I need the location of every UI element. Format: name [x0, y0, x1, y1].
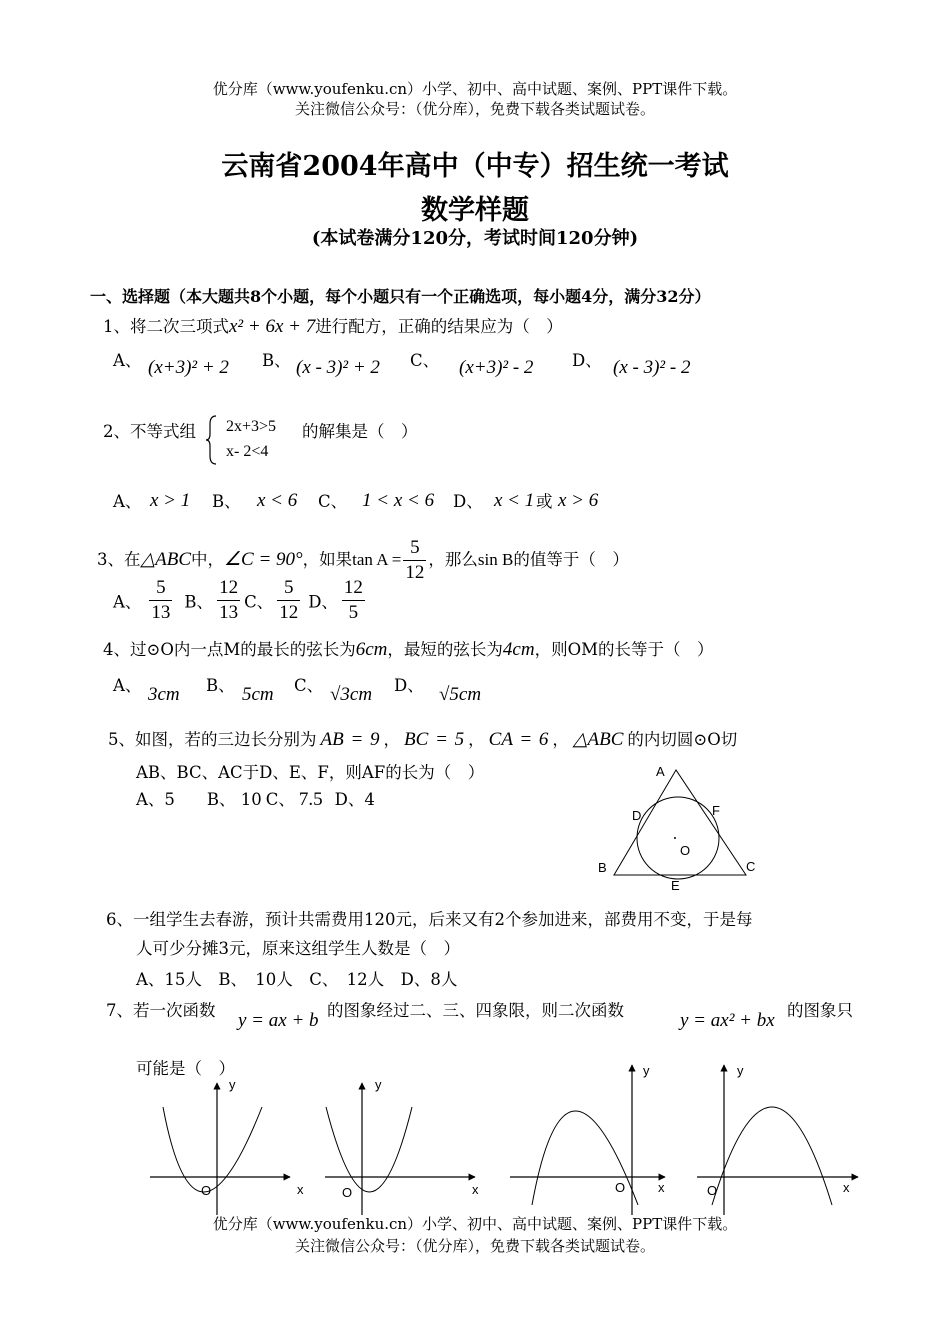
q6-line-2: 人可少分摊3元，原来这组学生人数是（ ）: [136, 939, 460, 958]
graph-a: [150, 1077, 304, 1215]
q3-label-b: B、: [184, 592, 214, 612]
graph-c: [510, 1063, 665, 1215]
q5-options: [136, 786, 375, 811]
graph-d-origin: O: [707, 1183, 718, 1198]
q4-label-a: A、: [113, 676, 142, 695]
q4-text-2: ，最短的弦长为: [387, 640, 503, 659]
q7-text-3: 的图象只: [787, 1001, 853, 1020]
q5-figure: [594, 762, 764, 892]
q3-text-1: 3、在: [97, 550, 141, 569]
q1-label-b: B、: [262, 351, 291, 370]
incircle: [637, 797, 719, 879]
q2-label-b: B、: [212, 492, 241, 511]
q6-line-1: 6、一组学生去春游，预计共需费用120元，后来又有2个参加进来，部费用不变，于是每: [106, 910, 753, 929]
q2-label-a: A、: [113, 492, 142, 511]
q1-option-a: (x+3)² + 2: [148, 357, 229, 378]
fig-label-b: B: [598, 860, 607, 875]
q7-graphs: [0, 1055, 950, 1215]
q1-label-a: A、: [113, 351, 142, 370]
q4-label-d: D、: [394, 676, 424, 695]
q3-text-2: 中，: [191, 550, 224, 569]
q2-option-d-or: 或: [536, 492, 553, 511]
fig-label-d: D: [632, 808, 642, 823]
q5-option-c: 7.5: [298, 789, 323, 810]
q7-text-2: 的图象经过二、三、四象限，则二次函数: [327, 1001, 624, 1020]
q3-sin: sin B: [477, 550, 514, 569]
q3-label-a: A、: [113, 592, 142, 612]
q3-options: [113, 576, 369, 625]
q2-inequality-2: x- 2<4: [226, 443, 269, 460]
q2-inequality-1: 2x+3>5: [226, 418, 277, 435]
q2-option-a: x > 1: [150, 490, 191, 511]
page-subtitle: 数学样题: [421, 195, 529, 226]
page-title: 云南省2004年高中（中专）招生统一考试: [221, 151, 729, 182]
graph-c-y: y: [643, 1063, 650, 1078]
q4-text-1: 4、过⊙O内一点M的最长的弦长为: [103, 640, 356, 659]
q1-label-d: D、: [572, 351, 602, 370]
q3-option-b: [217, 576, 240, 625]
fig-label-e: E: [671, 878, 680, 892]
fig-label-c: C: [746, 859, 756, 874]
q3-option-b-num: 12: [217, 576, 240, 601]
fig-label-f: F: [712, 803, 720, 818]
graph-a-x: x: [297, 1182, 304, 1197]
q5-ca: CA = 6: [488, 729, 549, 750]
graph-b-y: y: [375, 1077, 382, 1092]
q4-short-chord: 4cm: [502, 639, 535, 660]
q4-label-b: B、: [206, 676, 235, 695]
q2-option-d-part1: x < 1: [494, 490, 535, 511]
q5-option-c-label: C、: [265, 790, 295, 809]
graph-b-x: x: [472, 1182, 479, 1197]
q5-option-d: D、4: [334, 790, 375, 809]
q2-stem-pre: 2、不等式组: [103, 422, 196, 441]
q3-option-b-den: 13: [219, 602, 239, 623]
q5-option-b: B、 10: [206, 790, 262, 809]
footer-line-2: 关注微信公众号：（优分库），免费下载各类试题试卷。: [294, 1237, 655, 1255]
q4-label-c: C、: [294, 676, 324, 695]
fig-label-a: A: [656, 764, 665, 779]
q2-option-c: 1 < x < 6: [362, 490, 435, 511]
q5-triangle: △ABC: [572, 729, 624, 750]
q3-label-c: C、: [244, 592, 274, 612]
q1-stem-post: 进行配方，正确的结果应为（ ）: [315, 317, 563, 336]
graph-d-x: x: [843, 1180, 850, 1195]
graph-b: [325, 1077, 479, 1215]
graph-c-origin: O: [615, 1180, 626, 1195]
q3-option-c-den: 12: [279, 602, 299, 623]
q1-stem-pre: 1、将二次三项式: [103, 317, 229, 336]
graph-a-origin: O: [201, 1183, 212, 1198]
q5-option-a: A、5: [136, 790, 175, 809]
graph-d-y: y: [737, 1063, 744, 1078]
q4-long-chord: 6cm: [355, 639, 388, 660]
question-5: 5、如图，若的三边长分别为 AB = 9 ， BC = 5 ， CA = 6 ， △ABC 的内切圆⊙O切: [108, 729, 738, 750]
question-1: [103, 313, 563, 338]
q6-options: A、15人 B、 10人 C、 12人 D、8人: [136, 970, 458, 989]
q3-tan-fraction: [403, 536, 426, 585]
center-o-dot: [674, 837, 676, 839]
q1-option-b: (x - 3)² + 2: [296, 357, 380, 378]
q5-text-2: 的内切圆⊙O切: [627, 730, 738, 749]
footer-line-1: 优分库（www.youfenku.cn）小学、初中、高中试题、案例、PPT课件下载。: [212, 1215, 738, 1233]
q5-bc: BC = 5: [404, 729, 465, 750]
q3-option-c-num: 5: [277, 576, 300, 601]
q3-option-a-den: 13: [151, 602, 171, 623]
q4-option-c: √3cm: [330, 684, 373, 705]
section-heading: 一、选择题（本大题共8个小题，每个小题只有一个正确选项，每小题4分，满分32分）: [90, 287, 711, 306]
q4-text-3: ，则OM的长等于（ ）: [534, 640, 714, 659]
q3-option-c: [277, 576, 300, 625]
q2-label-c: C、: [318, 492, 348, 511]
q4-option-a: 3cm: [148, 684, 180, 705]
q2-option-d-part2: x > 6: [558, 490, 599, 511]
q3-option-a: [149, 576, 172, 625]
q5-line-2: AB、BC、AC于D、E、F，则AF的长为（ ）: [136, 763, 485, 782]
q1-option-c: (x+3)² - 2: [459, 357, 534, 378]
q3-angle: ∠C = 90°: [224, 549, 303, 570]
q7-quadratic-function: y = ax² + bx: [680, 1010, 775, 1031]
q3-text-3: ，如果: [302, 550, 353, 569]
q2-stem-post: 的解集是（ ）: [302, 422, 418, 441]
q1-label-c: C、: [410, 351, 440, 370]
q1-option-d: (x - 3)² - 2: [613, 357, 691, 378]
q7-linear-function: y = ax + b: [238, 1010, 319, 1031]
q3-option-d-num: 12: [342, 576, 365, 601]
graph-b-origin: O: [342, 1185, 353, 1200]
q3-tan-num: 5: [403, 536, 426, 561]
q7-line-2: 可能是（ ）: [136, 1059, 235, 1078]
q3-text-5: 的值等于（ ）: [513, 550, 629, 569]
q5-text-1: 5、如图，若的三边长分别为: [108, 730, 317, 749]
q1-expr: x² + 6x + 7: [229, 316, 316, 337]
q4-option-b: 5cm: [242, 684, 274, 705]
q3-option-d-den: 5: [348, 602, 359, 623]
q3-tan: tan A =: [352, 550, 402, 569]
exam-note: (本试卷满分120分，考试时间120分钟): [311, 228, 639, 249]
graph-c-x: x: [658, 1180, 665, 1195]
header-line-2: 关注微信公众号：（优分库），免费下载各类试题试卷。: [294, 100, 655, 118]
q4-option-d: √5cm: [439, 684, 482, 705]
header-line-1: 优分库（www.youfenku.cn）小学、初中、高中试题、案例、PPT课件下载。: [212, 80, 738, 98]
graph-d: [697, 1063, 858, 1215]
q3-label-d: D、: [308, 592, 338, 612]
q2-label-d: D、: [453, 492, 483, 511]
q3-triangle: △ABC: [140, 549, 191, 570]
fig-label-o: O: [680, 843, 691, 858]
question-4: [103, 636, 713, 661]
graph-a-y: y: [229, 1077, 236, 1092]
q3-text-4: ，那么: [428, 550, 478, 569]
q3-tan-den: 12: [405, 562, 425, 583]
q5-ab: AB = 9: [320, 729, 380, 750]
q7-text-1: 7、若一次函数: [106, 1001, 216, 1020]
q2-option-b: x < 6: [257, 490, 298, 511]
q3-option-a-num: 5: [149, 576, 172, 601]
q2-brace: [206, 414, 220, 466]
q3-option-d: [342, 576, 365, 625]
